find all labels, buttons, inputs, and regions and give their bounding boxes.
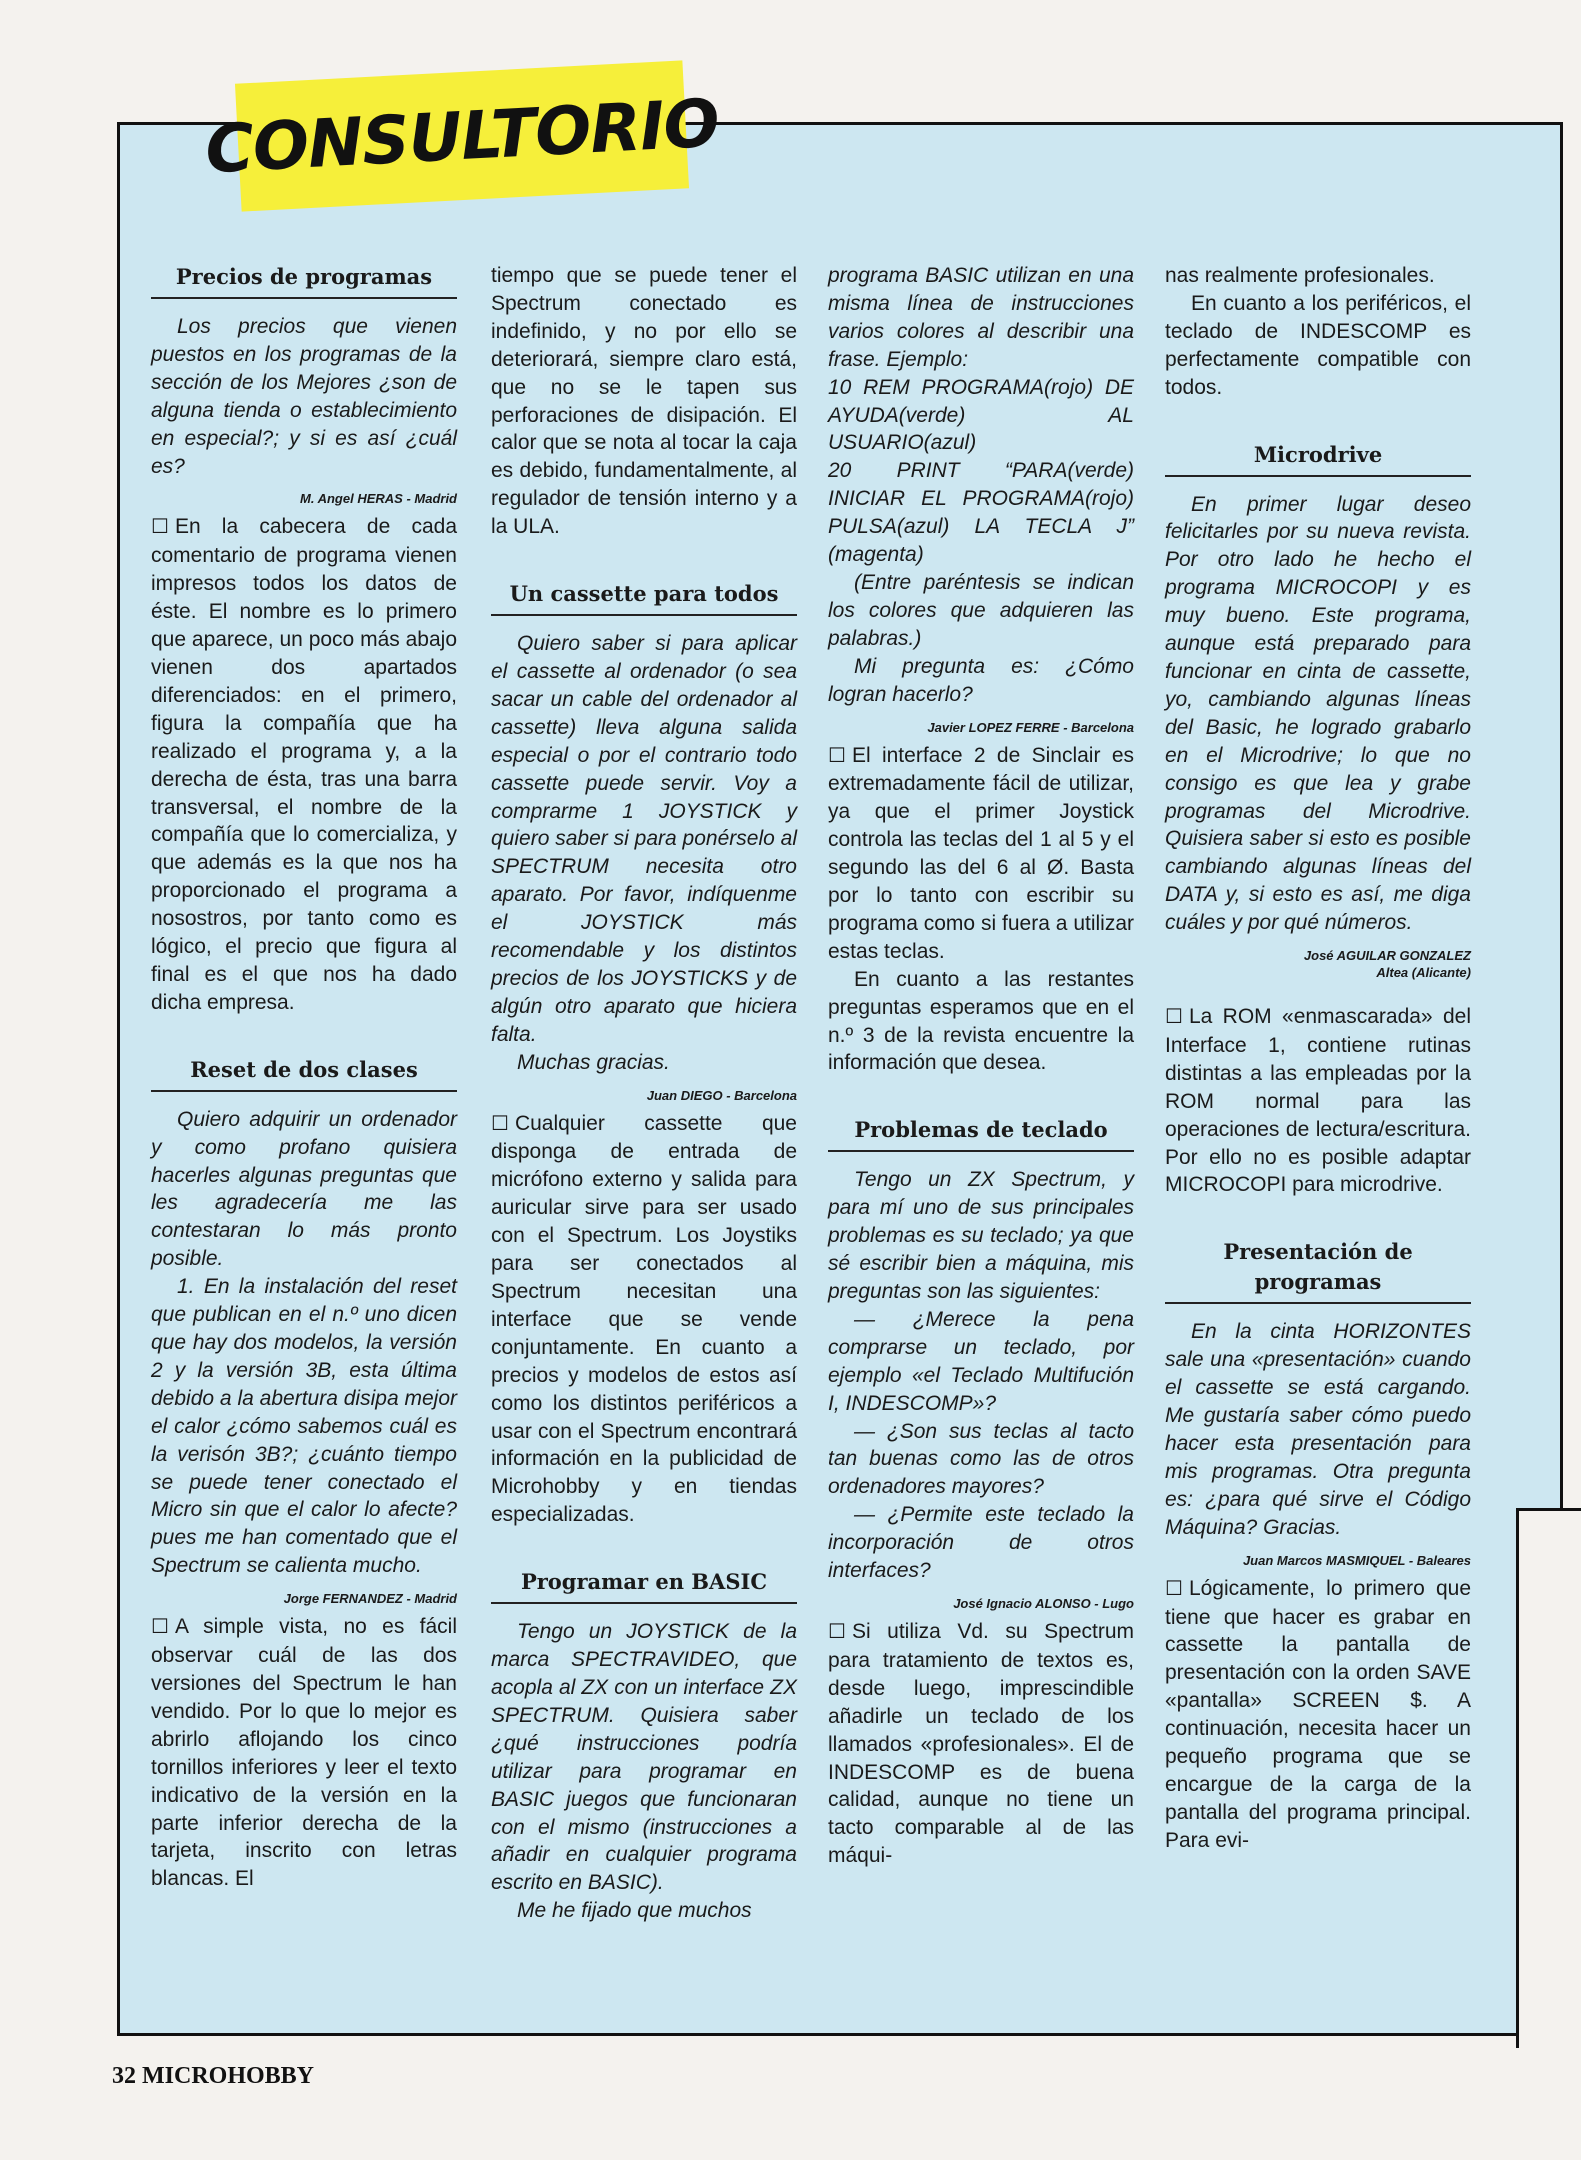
question-text: programa BASIC utilizan en una misma línea de instrucciones varios colores al describir una frase. Ejemplo: [828, 264, 1134, 371]
answer-text: Lógicamente, lo primero que tiene que hacer es grabar en cassette la pantalla de presentación con la orden SAVE «pantalla» SCREEN $. A continuación, necesita hacer un pequeño programa que se encargue de la carga de la pantalla del programa principal. Para evi- [1165, 1576, 1471, 1852]
answer-box-icon: ☐ [1165, 1577, 1183, 1600]
answer-paragraph [151, 1613, 457, 1893]
answer-text: El interface 2 de Sinclair es extremadamente fácil de utilizar, ya que el primer Joystick controla las teclas del 1 al 5 y el segundo las del 6 al Ø. Basta por lo tanto con escribir su programa como si fuera a utilizar estas teclas. [828, 743, 1134, 963]
question-text: 1. En la instalación del reset que publican en el n.º uno dicen que hay dos modelos, la versión 2 y la versión 3B, esta última debido a la abertura disipa mejor el calor ¿cómo sabemos cuál es la verisón 3B?; ¿cuánto tiempo se puede tener conectado el Micro sin que el calor lo afecte? pues me han comentado que el Spectrum se calienta mucho. [151, 1275, 457, 1578]
answer-paragraph [491, 1110, 797, 1530]
question-text: Tengo un JOYSTICK de la marca SPECTRAVIDEO, que acopla al ZX con un interface ZX SPECTRUM. Quisiera saber ¿qué instrucciones podría utilizar para programar en BASIC juegos que funcionaran con el mismo (instrucciones a añadir en cualquier programa escrito en BASIC). [491, 1620, 797, 1895]
answer-text: Si utiliza Vd. su Spectrum para tratamiento de textos es, desde luego, imprescindible añadirle un teclado de los llamados «profesionales». El de INDESCOMP es de buena calidad, aunque no tiene un tacto comparable al de las máqui- [828, 1619, 1134, 1868]
question-text: Quiero saber si para aplicar el cassette al ordenador (o sea sacar un cable del ordenador al cassette) lleva alguna salida especial o por el contrario todo cassette puede servir. Voy a comprarme 1 JOYSTICK y quiero saber si para ponérselo al SPECTRUM necesita otro aparato. Por favor, indíquenme el JOYSTICK más recomendable y los distintos precios de los JOYSTICKS y de algún otro aparato que hiciera falta. [491, 632, 797, 1046]
heading-reset: Reset de dos clases [151, 1055, 457, 1092]
question-text: (Entre paréntesis se indican los colores que adquieren las palabras.) [828, 570, 1134, 650]
heading-cassette: Un cassette para todos [491, 579, 797, 616]
question-text: — ¿Merece la pena comprarse un teclado, por ejemplo «el Teclado Multifución I, INDESCOMP»? [828, 1307, 1134, 1415]
section-title-tag [203, 60, 721, 211]
code-example: 20 PRINT “PARA(verde) INICIAR EL PROGRAMA(rojo) PULSA(azul) LA TECLA J” (magenta) [828, 459, 1134, 567]
question-text: — ¿Permite este teclado la incorporación de otros interfaces? [828, 1503, 1134, 1583]
answer-paragraph [828, 742, 1134, 966]
question-text: En la cinta HORIZONTES sale una «presentación» cuando el cassette se está cargando. Me gustaría saber cómo puedo hacer esta presentación para mis programas. Otra pregunta es: ¿para qué sirve el Código Máquina? Gracias. [1165, 1320, 1471, 1539]
question-text: Muchas gracias. [517, 1050, 670, 1074]
answer-box-icon: ☐ [828, 744, 846, 767]
answer-text: En la cabecera de cada comentario de programa vienen impresos todos los datos de éste. El nombre es lo primero que aparece, un poco más abajo vienen dos apartados diferenciados: en el primero, figura la compañía que ha realizado el programa y, a la derecha de ésta, tras una barra transversal, el nombre de la compañía que lo comercializa, y que además es la que nos ha proporcionado el programa a nosostros, por tanto como es lógico, el precio que figura al final es el que nos ha dado dicha empresa. [151, 515, 457, 1014]
answer-text: Cualquier cassette que disponga de entrada de micrófono externo y salida para auricular sirve para ser usado con el Spectrum. Los Joystiks para ser conectados al Spectrum necesitan una interface que se vende conjuntamente. En cuanto a precios y modelos de estos así como los distintos periféricos a usar con el Spectrum encontrará información en la publicidad de Microhobby y en tiendas especializadas. [491, 1111, 797, 1527]
answer-box-icon: ☐ [151, 1616, 169, 1639]
signature: Javier LOPEZ FERRE - Barcelona [927, 719, 1134, 735]
question-text: Los precios que vienen puestos en los programas de la sección de los Mejores ¿son de alguna tienda o establecimiento en especial?; y si es así ¿cuál es? [151, 315, 457, 478]
answer-text: En cuanto a los periféricos, el teclado de INDESCOMP es perfectamente compatible con todos. [1165, 291, 1471, 399]
signature [1165, 947, 1471, 981]
signature: M. Angel HERAS - Madrid [300, 491, 457, 507]
answer-box-icon: ☐ [491, 1112, 509, 1135]
answer-text: tiempo que se puede tener el Spectrum conectado es indefinido, y no por ello se deteriorará, siempre claro está, que no se le tapen sus perforaciones de disipación. El calor que se nota al tocar la caja es debido, fundamentalmente, al regulador de tensión interno y a la ULA. [491, 264, 797, 539]
signature: José Ignacio ALONSO - Lugo [953, 1595, 1134, 1611]
answer-box-icon: ☐ [1165, 1006, 1183, 1029]
answer-text: La ROM «enmascarada» del Interface 1, contiene rutinas distintas a las empleadas por la ROM normal para las operaciones de lectura/escritura. Por ello no es posible adaptar MICROCOPI para microdrive. [1165, 1005, 1471, 1197]
signature-name: José AGUILAR GONZALEZ [1303, 948, 1471, 964]
answer-text: A simple vista, no es fácil observar cuál de las dos versiones del Spectrum le han vendido. Por lo que lo mejor es abrirlo aflojando los cinco tornillos inferiores y leer el texto indicativo de la versión en la parte inferior derecha de la tarjeta, inscrito con letras blancas. El [151, 1615, 457, 1891]
heading-precios: Precios de programas [151, 262, 457, 299]
answer-box-icon: ☐ [828, 1620, 846, 1643]
answer-paragraph [1165, 1003, 1471, 1199]
answer-paragraph [1165, 1575, 1471, 1855]
answer-text: nas realmente profesionales. [1165, 264, 1435, 287]
heading-presentacion: Presentación de programas [1165, 1237, 1471, 1304]
question-text: Me he fijado que muchos [517, 1899, 752, 1923]
question-text: Tengo un ZX Spectrum, y para mí uno de sus principales problemas es su teclado; ya que sé escribir bien a máquina, mis preguntas son las siguientes: [828, 1168, 1134, 1303]
page-footer [112, 2063, 314, 2090]
section-title: CONSULTORIO [203, 84, 721, 188]
question-text: Quiero adquirir un ordenador y como profano quisiera hacerles algunas preguntas que les agradecería me las contestaran lo más pronto posible. [151, 1107, 457, 1271]
heading-microdrive: Microdrive [1165, 440, 1471, 477]
page-number: 32 [112, 2063, 136, 2089]
answer-paragraph [828, 1618, 1134, 1870]
signature-place: Altea (Alicante) [1376, 965, 1471, 981]
signature: Juan DIEGO - Barcelona [646, 1087, 797, 1103]
magazine-name: MICROHOBBY [142, 2063, 315, 2089]
question-text: — ¿Son sus teclas al tacto tan buenas como las de otros ordenadores mayores? [828, 1419, 1134, 1499]
answer-box-icon: ☐ [151, 516, 169, 539]
column-4 [1165, 262, 1471, 1855]
panel-cutout [1516, 1508, 1581, 2048]
signature: Jorge FERNANDEZ - Madrid [283, 1591, 457, 1607]
signature: Juan Marcos MASMIQUEL - Baleares [1242, 1552, 1471, 1568]
column-3 [828, 262, 1134, 1870]
code-example: 10 REM PROGRAMA(rojo) DE AYUDA(verde) AL USUARIO(azul) [828, 375, 1134, 455]
question-text: Mi pregunta es: ¿Cómo logran hacerlo? [828, 654, 1134, 706]
column-2 [491, 262, 797, 1925]
heading-teclado: Problemas de teclado [828, 1115, 1134, 1152]
column-1 [151, 262, 457, 1893]
answer-paragraph [151, 513, 457, 1016]
heading-basic: Programar en BASIC [491, 1567, 797, 1604]
question-text: En primer lugar deseo felicitarles por su nueva revista. Por otro lado he hecho el programa MICROCOPI y es muy bueno. Este programa, aunque está preparado para funcionar en cinta de cassette, yo, cambiando algunas líneas del Basic, he logrado grabarlo en el Microdrive; lo que no consigo es que lea y grabe programas del Microdrive. Quisiera saber si esto es posible cambiando algunas líneas del DATA y, si esto es así, me diga cuáles y por qué números. [1165, 492, 1471, 935]
answer-text: En cuanto a las restantes preguntas esperamos que en el n.º 3 de la revista encuentre la información que desea. [828, 967, 1134, 1075]
